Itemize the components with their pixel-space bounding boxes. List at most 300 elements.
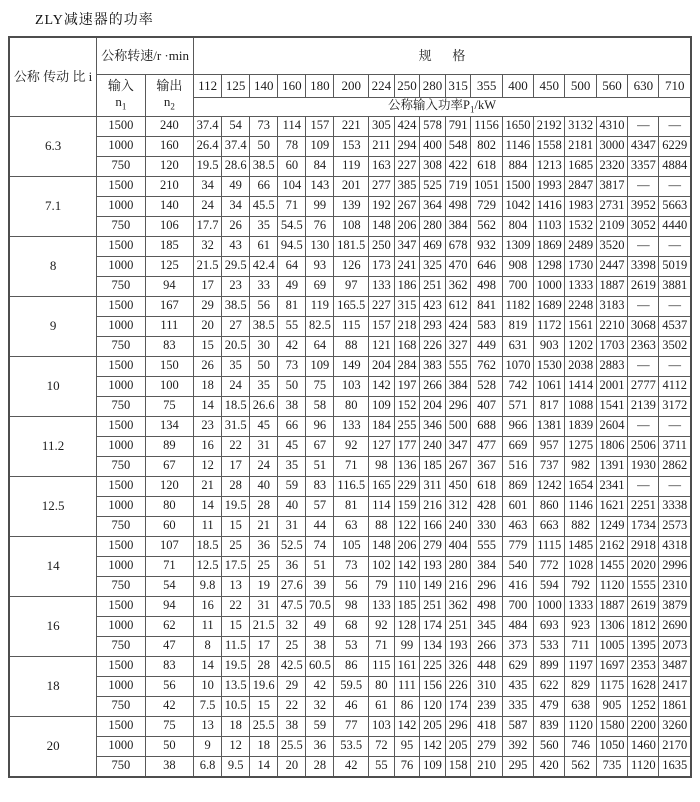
spec-header-cell: 200 (334, 75, 369, 98)
power-value-cell: 76 (394, 756, 420, 777)
power-value-cell: 36 (306, 736, 334, 756)
power-value-cell: 73 (250, 116, 278, 136)
power-value-cell: 226 (420, 336, 446, 356)
power-value-cell: 1561 (565, 316, 596, 336)
input-speed-cell: 750 (97, 696, 145, 716)
power-value-cell: 2248 (565, 296, 596, 316)
power-value-cell: 1000 (534, 596, 565, 616)
power-value-cell: 216 (420, 496, 446, 516)
power-value-cell: 21.5 (250, 616, 278, 636)
input-speed-cell: 1000 (97, 196, 145, 216)
power-value-cell: 448 (471, 656, 502, 676)
power-value-cell: 1930 (628, 456, 659, 476)
power-value-cell: 227 (369, 296, 395, 316)
power-value-cell: 295 (502, 756, 533, 777)
power-value-cell: 21 (250, 516, 278, 536)
power-value-cell: 78 (278, 136, 306, 156)
ratio-cell: 9 (9, 296, 97, 356)
power-value-cell: 25 (250, 556, 278, 576)
power-value-cell: 424 (394, 116, 420, 136)
power-value-cell: 1005 (596, 636, 627, 656)
output-speed-cell: 185 (145, 236, 193, 256)
power-value-cell: 40 (278, 496, 306, 516)
power-value-cell: 174 (445, 696, 471, 716)
power-value-cell: 18 (222, 716, 250, 736)
power-value-cell: 562 (471, 216, 502, 236)
power-value-cell: 1730 (565, 256, 596, 276)
power-value-cell: 49 (278, 276, 306, 296)
power-value-cell: 111 (394, 676, 420, 696)
ratio-cell: 10 (9, 356, 97, 416)
table-row (9, 456, 691, 476)
power-value-cell: 3487 (659, 656, 691, 676)
power-value-cell: 121 (369, 336, 395, 356)
power-value-cell: 966 (502, 416, 533, 436)
power-value-cell: 60.5 (306, 656, 334, 676)
input-speed-cell: 1500 (97, 296, 145, 316)
input-speed-cell: 1500 (97, 236, 145, 256)
power-value-cell: 663 (534, 516, 565, 536)
power-value-cell: 59.5 (334, 676, 369, 696)
power-value-cell: 1500 (502, 176, 533, 196)
ratio-cell: 7.1 (9, 176, 97, 236)
power-value-cell: 2777 (628, 376, 659, 396)
power-value-cell: 126 (334, 256, 369, 276)
spec-header-cell: 315 (445, 75, 471, 98)
power-value-cell: 163 (369, 156, 395, 176)
power-value-cell: 42 (306, 676, 334, 696)
power-value-cell: 2996 (659, 556, 691, 576)
power-value-cell: 161 (394, 656, 420, 676)
table-row (9, 716, 691, 736)
power-value-cell: 2573 (659, 516, 691, 536)
power-value-cell: 139 (334, 196, 369, 216)
power-value-cell: 4884 (659, 156, 691, 176)
power-value-cell: 255 (394, 416, 420, 436)
power-value-cell: 404 (445, 536, 471, 556)
power-value-cell: 571 (502, 396, 533, 416)
power-value-cell: 71 (278, 196, 306, 216)
power-value-cell: 80 (369, 676, 395, 696)
power-value-cell: 28 (222, 476, 250, 496)
output-speed-cell: 67 (145, 456, 193, 476)
power-value-cell: 802 (471, 136, 502, 156)
power-value-cell: 762 (471, 356, 502, 376)
power-value-cell: 383 (420, 356, 446, 376)
power-value-cell: 2109 (596, 216, 627, 236)
power-value-cell: 9.8 (194, 576, 222, 596)
power-value-cell: 19.5 (194, 156, 222, 176)
power-value-cell: 29 (278, 676, 306, 696)
power-value-cell: 18.5 (194, 536, 222, 556)
power-value-cell: 165 (369, 476, 395, 496)
power-value-cell: 1839 (565, 416, 596, 436)
table-row (9, 116, 691, 136)
power-value-cell: 1115 (534, 536, 565, 556)
power-unit-subscript: 1 (469, 104, 475, 115)
power-value-cell: 17.7 (194, 216, 222, 236)
output-speed-cell: 134 (145, 416, 193, 436)
power-value-cell: 29.5 (222, 256, 250, 276)
power-value-cell: 28 (306, 756, 334, 777)
power-value-cell: 49 (222, 176, 250, 196)
power-unit-header (194, 98, 691, 117)
output-speed-subscript: 2 (170, 101, 175, 112)
power-value-cell: 742 (502, 376, 533, 396)
power-value-cell: 193 (420, 556, 446, 576)
power-value-cell: 71 (334, 456, 369, 476)
power-value-cell: 5019 (659, 256, 691, 276)
power-value-cell: 3183 (596, 296, 627, 316)
power-value-cell: 206 (394, 216, 420, 236)
power-value-cell: 69 (306, 276, 334, 296)
table-row (9, 516, 691, 536)
power-value-cell: 157 (369, 316, 395, 336)
power-value-cell: — (628, 416, 659, 436)
power-value-cell: 173 (369, 256, 395, 276)
power-value-cell: 280 (445, 556, 471, 576)
power-value-cell: 50 (278, 376, 306, 396)
power-value-cell: 678 (445, 236, 471, 256)
power-value-cell: 11 (194, 616, 222, 636)
power-value-cell: 77 (334, 716, 369, 736)
power-value-cell: 612 (445, 296, 471, 316)
power-value-cell: — (659, 476, 691, 496)
power-value-cell: 435 (502, 676, 533, 696)
power-value-cell: 99 (306, 196, 334, 216)
spec-header-cell: 112 (194, 75, 222, 98)
power-value-cell: 819 (502, 316, 533, 336)
power-value-cell: 96 (306, 416, 334, 436)
spec-header-cell: 450 (534, 75, 565, 98)
power-value-cell: 86 (334, 656, 369, 676)
power-value-cell: 153 (334, 136, 369, 156)
power-value-cell: 479 (534, 696, 565, 716)
output-speed-cell: 111 (145, 316, 193, 336)
power-value-cell: 932 (471, 236, 502, 256)
power-value-cell: 312 (445, 496, 471, 516)
power-value-cell: 498 (471, 276, 502, 296)
power-value-cell: 1887 (596, 276, 627, 296)
table-title: ZLY减速器的功率 (35, 13, 154, 28)
power-value-cell: 156 (420, 676, 446, 696)
input-speed-cell: 1500 (97, 656, 145, 676)
power-value-cell: 869 (502, 476, 533, 496)
power-value-cell: 646 (471, 256, 502, 276)
power-value-cell: 67 (306, 436, 334, 456)
power-value-cell: 841 (471, 296, 502, 316)
table-header (9, 37, 691, 116)
power-value-cell: 3817 (596, 176, 627, 196)
power-value-cell: 469 (420, 236, 446, 256)
power-value-cell: 18 (194, 376, 222, 396)
power-value-cell: 1103 (534, 216, 565, 236)
power-value-cell: 35 (222, 356, 250, 376)
input-speed-cell: 1500 (97, 416, 145, 436)
power-value-cell: 20 (194, 316, 222, 336)
power-value-cell: 193 (445, 636, 471, 656)
table-row (9, 216, 691, 236)
power-value-cell: 345 (471, 616, 502, 636)
power-value-cell: 899 (534, 656, 565, 676)
power-value-cell: 54 (222, 116, 250, 136)
power-value-cell: 109 (420, 756, 446, 777)
table-row (9, 676, 691, 696)
power-value-cell: 373 (502, 636, 533, 656)
power-value-cell: — (659, 116, 691, 136)
power-value-cell: 142 (394, 556, 420, 576)
power-value-cell: 1275 (565, 436, 596, 456)
power-value-cell: 711 (565, 636, 596, 656)
power-value-cell: 1734 (628, 516, 659, 536)
power-value-cell: 1306 (596, 616, 627, 636)
power-value-cell: 148 (369, 216, 395, 236)
power-value-cell: 2363 (628, 336, 659, 356)
power-value-cell: 669 (502, 436, 533, 456)
power-value-cell: 3052 (628, 216, 659, 236)
power-value-cell: 293 (420, 316, 446, 336)
power-value-cell: 251 (420, 276, 446, 296)
output-speed-cell: 50 (145, 736, 193, 756)
output-speed-cell: 56 (145, 676, 193, 696)
power-value-cell: 1088 (565, 396, 596, 416)
power-value-cell: 32 (278, 616, 306, 636)
table-row (9, 396, 691, 416)
power-value-cell: 22 (222, 436, 250, 456)
power-value-cell: 227 (394, 156, 420, 176)
output-speed-cell: 75 (145, 716, 193, 736)
power-value-cell: 2251 (628, 496, 659, 516)
power-value-cell: 59 (306, 716, 334, 736)
power-value-cell: 3881 (659, 276, 691, 296)
power-value-cell: 384 (445, 376, 471, 396)
power-value-cell: 93 (306, 256, 334, 276)
power-value-cell: 1042 (502, 196, 533, 216)
power-value-cell: 26.4 (194, 136, 222, 156)
power-value-cell: 693 (534, 616, 565, 636)
table-row (9, 136, 691, 156)
output-speed-cell: 71 (145, 556, 193, 576)
power-value-cell: 1697 (596, 656, 627, 676)
power-value-cell: 142 (394, 716, 420, 736)
power-value-cell: 12 (222, 736, 250, 756)
power-value-cell: 392 (502, 736, 533, 756)
power-value-cell: 57 (306, 496, 334, 516)
output-speed-cell: 94 (145, 276, 193, 296)
power-value-cell: 128 (394, 616, 420, 636)
input-speed-cell: 1500 (97, 116, 145, 136)
table-row (9, 696, 691, 716)
power-value-cell: 20 (278, 756, 306, 777)
power-value-cell: 2310 (659, 576, 691, 596)
table-row (9, 156, 691, 176)
power-value-cell: 25.5 (250, 716, 278, 736)
power-value-cell: 17 (194, 276, 222, 296)
power-value-cell: 416 (502, 576, 533, 596)
table-row (9, 736, 691, 756)
power-value-cell: 68 (334, 616, 369, 636)
table-row (9, 576, 691, 596)
power-value-cell: 98 (334, 596, 369, 616)
power-value-cell: 130 (306, 236, 334, 256)
power-value-cell: 2918 (628, 536, 659, 556)
power-value-cell: 2506 (628, 436, 659, 456)
input-speed-cell: 1500 (97, 596, 145, 616)
power-value-cell: 73 (278, 356, 306, 376)
ratio-cell: 11.2 (9, 416, 97, 476)
output-speed-cell: 83 (145, 656, 193, 676)
power-value-cell: 51 (306, 556, 334, 576)
power-value-cell: 562 (565, 756, 596, 777)
power-value-cell: 71 (369, 636, 395, 656)
input-speed-cell: 750 (97, 336, 145, 356)
power-value-cell: 211 (369, 136, 395, 156)
power-value-cell: 13 (222, 576, 250, 596)
power-value-cell: 61 (369, 696, 395, 716)
power-value-cell: 2001 (596, 376, 627, 396)
power-value-cell: — (659, 296, 691, 316)
input-speed-cell: 1000 (97, 436, 145, 456)
power-value-cell: 422 (445, 156, 471, 176)
power-value-cell: 484 (502, 616, 533, 636)
power-value-cell: 148 (369, 536, 395, 556)
power-value-cell: 3172 (659, 396, 691, 416)
table-row (9, 656, 691, 676)
output-speed-cell: 140 (145, 196, 193, 216)
power-value-cell: 114 (278, 116, 306, 136)
power-value-cell: 500 (445, 416, 471, 436)
power-value-cell: 601 (502, 496, 533, 516)
power-value-cell: 47.5 (278, 596, 306, 616)
power-value-cell: 185 (420, 456, 446, 476)
input-speed-cell: 1000 (97, 616, 145, 636)
power-value-cell: 31 (250, 436, 278, 456)
power-value-cell: 204 (369, 356, 395, 376)
power-value-cell: 27 (222, 316, 250, 336)
power-value-cell: 42.5 (278, 656, 306, 676)
power-value-cell: 1156 (471, 116, 502, 136)
power-value-cell: 46 (334, 696, 369, 716)
power-value-cell: 267 (445, 456, 471, 476)
power-value-cell: 1182 (502, 296, 533, 316)
power-value-cell: 1333 (565, 276, 596, 296)
table-row (9, 196, 691, 216)
power-value-cell: 296 (471, 576, 502, 596)
power-value-cell: 367 (471, 456, 502, 476)
ratio-cell: 18 (9, 656, 97, 716)
power-value-cell: 37.4 (222, 136, 250, 156)
power-value-cell: 109 (369, 396, 395, 416)
spec-header-cell: 630 (628, 75, 659, 98)
input-speed-cell: 750 (97, 576, 145, 596)
power-value-cell: 498 (471, 596, 502, 616)
power-value-cell: — (628, 116, 659, 136)
power-value-cell: 308 (420, 156, 446, 176)
power-value-cell: 2320 (596, 156, 627, 176)
power-value-cell: 36 (278, 556, 306, 576)
power-value-cell: 19 (250, 576, 278, 596)
power-value-cell: 152 (394, 396, 420, 416)
power-value-cell: 700 (502, 596, 533, 616)
output-speed-header (145, 75, 193, 117)
power-value-cell: 1530 (534, 356, 565, 376)
power-value-cell: 14 (194, 656, 222, 676)
output-speed-cell: 38 (145, 756, 193, 777)
power-value-cell: 2210 (596, 316, 627, 336)
power-value-cell: 157 (306, 116, 334, 136)
power-value-cell: 28 (250, 656, 278, 676)
power-value-cell: 17 (222, 456, 250, 476)
table-row (9, 256, 691, 276)
power-value-cell: 284 (394, 356, 420, 376)
power-value-cell: 4112 (659, 376, 691, 396)
power-value-cell: 829 (565, 676, 596, 696)
power-value-cell: 908 (502, 256, 533, 276)
power-value-cell: 347 (394, 236, 420, 256)
power-value-cell: 1146 (565, 496, 596, 516)
power-value-cell: 35 (250, 376, 278, 396)
input-speed-cell: 1000 (97, 556, 145, 576)
power-value-cell: 22 (278, 696, 306, 716)
power-value-cell: 1395 (628, 636, 659, 656)
power-value-cell: 45 (250, 416, 278, 436)
power-value-cell: 168 (394, 336, 420, 356)
power-value-cell: 15 (250, 696, 278, 716)
output-speed-cell: 80 (145, 496, 193, 516)
power-value-cell: 22 (222, 596, 250, 616)
power-value-cell: 16 (194, 436, 222, 456)
power-value-cell: 26 (222, 216, 250, 236)
power-value-cell: 72 (369, 736, 395, 756)
output-speed-cell: 60 (145, 516, 193, 536)
power-value-cell: 498 (445, 196, 471, 216)
power-value-cell: 251 (445, 616, 471, 636)
power-value-cell: 38 (278, 716, 306, 736)
output-speed-cell: 167 (145, 296, 193, 316)
power-value-cell: 14 (194, 496, 222, 516)
power-value-cell: 13 (194, 716, 222, 736)
power-value-cell: 59 (278, 476, 306, 496)
power-value-cell: 860 (534, 496, 565, 516)
power-value-cell: 39 (306, 576, 334, 596)
power-value-cell: 884 (502, 156, 533, 176)
power-value-cell: 594 (534, 576, 565, 596)
power-value-cell: 1202 (565, 336, 596, 356)
power-value-cell: 27.6 (278, 576, 306, 596)
power-value-cell: 79 (369, 576, 395, 596)
power-value-cell: 330 (471, 516, 502, 536)
input-speed-cell: 1500 (97, 536, 145, 556)
power-value-cell: 133 (369, 596, 395, 616)
power-value-cell: — (628, 176, 659, 196)
power-value-cell: 528 (471, 376, 502, 396)
power-value-cell: 315 (394, 296, 420, 316)
power-value-cell: 185 (394, 596, 420, 616)
power-value-cell: 1333 (565, 596, 596, 616)
power-value-cell: 241 (394, 256, 420, 276)
output-speed-cell: 75 (145, 396, 193, 416)
power-value-cell: 1703 (596, 336, 627, 356)
input-speed-header (97, 75, 145, 117)
speed-column-header: 公称转速/r ·min (97, 37, 194, 75)
power-value-cell: 1485 (565, 536, 596, 556)
power-value-cell: — (628, 356, 659, 376)
power-value-cell: 38 (306, 636, 334, 656)
input-speed-cell: 1000 (97, 676, 145, 696)
power-value-cell: 839 (534, 716, 565, 736)
power-value-cell: 905 (596, 696, 627, 716)
power-value-cell: 1460 (628, 736, 659, 756)
